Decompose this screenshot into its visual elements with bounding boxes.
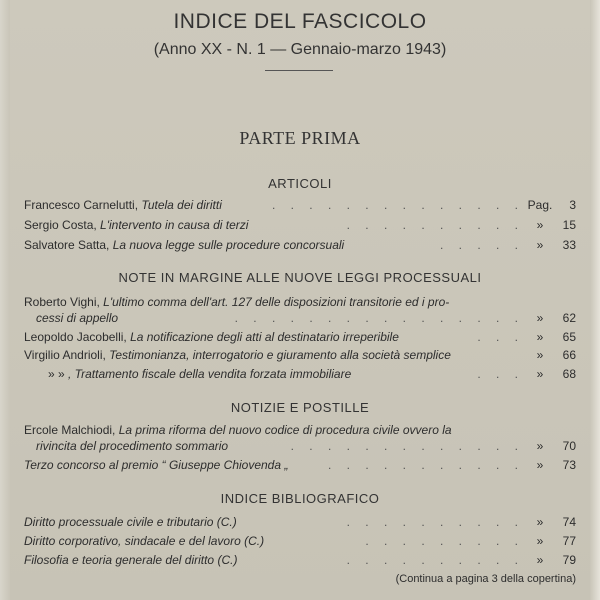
page-label: » — [536, 330, 544, 344]
leader-dots: . . . . . — [439, 238, 524, 252]
leader-dots: . . . — [477, 330, 524, 344]
leader-dots: . . . . . . . . . . . . . . — [271, 198, 524, 212]
leader-dots: . . . . . . . . . . . — [327, 458, 524, 472]
entry-author: Roberto Vighi, — [24, 295, 104, 309]
toc-entry — [24, 216, 576, 234]
toc-entry — [24, 551, 576, 569]
section-notizie: NOTIZIE E POSTILLE — [230, 400, 370, 415]
toc-entry — [24, 513, 576, 531]
part-title: PARTE PRIMA — [239, 128, 361, 148]
toc-entry — [24, 196, 576, 214]
entry-title: , Trattamento fiscale della vendita forzata immobiliare — [68, 367, 352, 381]
page-number: 3 — [569, 198, 576, 212]
page-label: » — [536, 238, 544, 252]
entry-author: Salvatore Satta, — [24, 238, 113, 252]
entry-title: L'intervento in causa di terzi — [100, 218, 249, 232]
page-number: 33 — [562, 238, 576, 252]
entry-title: Diritto processuale civile e tributario (C.) — [24, 515, 237, 529]
page-edge-right — [590, 0, 600, 600]
entry-title: Tutela dei diritti — [141, 198, 222, 212]
page-number: 65 — [562, 330, 576, 344]
toc-entry-continuation — [36, 437, 576, 455]
section-bibliografico: INDICE BIBLIOGRAFICO — [220, 491, 380, 506]
section-note: NOTE IN MARGINE ALLE NUOVE LEGGI PROCESSUALI — [118, 270, 482, 285]
section-articoli: ARTICOLI — [268, 176, 332, 191]
page-label: » — [536, 515, 544, 529]
entry-title: L'ultimo comma dell'art. 127 delle disposizioni transitorie ed i pro- — [103, 295, 450, 309]
page-number: 68 — [562, 367, 576, 381]
entry-title: La notificazione degli atti al destinatario irreperibile — [130, 330, 399, 344]
continuation-note: (Continua a pagina 3 della copertina) — [395, 573, 576, 585]
issue-subtitle: (Anno XX - N. 1 — Gennaio-marzo 1943) — [153, 41, 447, 58]
page-label: » — [536, 367, 544, 381]
document-title: INDICE DEL FASCICOLO — [173, 10, 427, 33]
entry-author: Francesco Carnelutti, — [24, 198, 142, 212]
page-edge-left — [0, 0, 10, 600]
leader-dots: . . . . . . . . . . . . . — [290, 439, 524, 453]
page-label: » — [536, 458, 544, 472]
page-number: 74 — [562, 515, 576, 529]
entry-author-ditto: » » — [48, 367, 69, 381]
page-label: » — [536, 311, 544, 325]
page-number: 66 — [562, 348, 576, 362]
page-number: 15 — [562, 218, 576, 232]
entry-author: Virgilio Andrioli, — [24, 348, 110, 362]
page-number: 79 — [562, 553, 576, 567]
entry-author: Sergio Costa, — [24, 218, 101, 232]
entry-title-continued: rivincita del procedimento sommario — [36, 439, 229, 453]
entry-title: Terzo concorso al premio “ Giuseppe Chiovenda „ — [24, 458, 289, 472]
entry-title: La prima riforma del nuovo codice di procedura civile ovvero la — [118, 423, 452, 437]
page-label: » — [536, 348, 544, 362]
page-label: » — [536, 534, 544, 548]
toc-entry — [24, 456, 576, 474]
leader-dots: . . . . . . . . . . — [346, 218, 524, 232]
entry-title-continued: cessi di appello — [36, 311, 119, 325]
entry-author: Ercole Malchiodi, — [24, 423, 119, 437]
page-label: » — [536, 218, 544, 232]
entry-title: Filosofia e teoria generale del diritto (C.) — [24, 553, 238, 567]
page-number: 73 — [562, 458, 576, 472]
page-label: » — [536, 439, 544, 453]
toc-entry — [24, 365, 576, 383]
toc-entry — [24, 532, 576, 550]
toc-entry — [24, 346, 576, 364]
page-label: Pag. — [527, 198, 553, 212]
page-label: » — [536, 553, 544, 567]
leader-dots: . . . . . . . . . . — [346, 515, 524, 529]
title-rule — [265, 70, 333, 71]
toc-entry-continuation — [36, 309, 576, 327]
page-number: 77 — [562, 534, 576, 548]
entry-author: Leopoldo Jacobelli, — [24, 330, 131, 344]
leader-dots: . . . . . . . . . — [365, 534, 524, 548]
leader-dots: . . . — [477, 367, 524, 381]
toc-entry — [24, 328, 576, 346]
toc-entry — [24, 236, 576, 254]
entry-title: La nuova legge sulle procedure concorsuali — [112, 238, 345, 252]
page-number: 62 — [562, 311, 576, 325]
entry-title: Testimonianza, interrogatorio e giuramento alla società semplice — [109, 348, 451, 362]
entry-title: Diritto corporativo, sindacale e del lavoro (C.) — [24, 534, 265, 548]
leader-dots: . . . . . . . . . . — [346, 553, 524, 567]
page-number: 70 — [562, 439, 576, 453]
leader-dots: . . . . . . . . . . . . . . . . — [234, 311, 524, 325]
